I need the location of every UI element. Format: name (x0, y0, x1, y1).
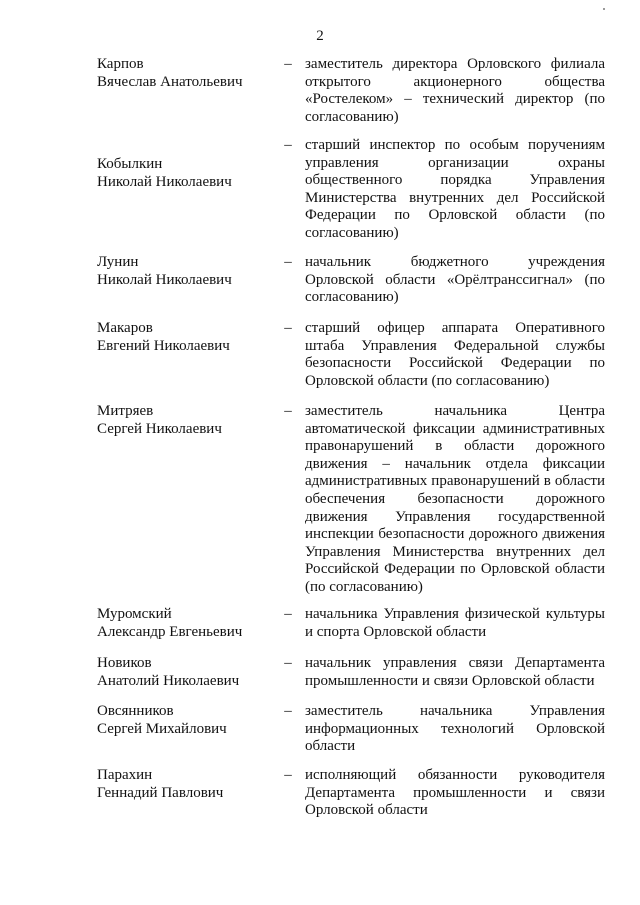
member-name (97, 767, 282, 802)
member-position: старший инспектор по особым поручениям управления организации охраны общественного порядка Управления Министерства внутренних дел Российской Федерации по Орловской области (по согласованию) (305, 137, 605, 241)
member-name (97, 320, 282, 355)
member-name (97, 254, 282, 289)
member-given-names: Евгений Николаевич (97, 337, 230, 354)
member-position: заместитель начальника Управления информационных технологий Орловской области (305, 703, 605, 755)
member-surname: Карпов (97, 56, 144, 72)
member-position: заместитель начальника Центра автоматической фиксации административных правонарушений в области дорожного движения – начальник отдела фиксации административных правонарушений в области обеспечения безопасности дорожного движения Управления государственной инспекции безопасности дорожного движения Управления Министерства внутренних дел Российской Федерации по Орловской области (по согласованию) (305, 403, 605, 595)
member-given-names: Сергей Михайлович (97, 720, 227, 737)
member-surname: Муромский (97, 606, 172, 622)
member-surname: Лунин (97, 254, 139, 270)
member-position: начальника Управления физической культуры и спорта Орловской области (305, 606, 605, 640)
member-position: заместитель директора Орловского филиала открытого акционерного общества «Ростелеком» – технический директор (по согласованию) (305, 56, 605, 125)
member-given-names: Сергей Николаевич (97, 420, 222, 437)
member-given-names: Вячеслав Анатольевич (97, 73, 243, 90)
member-surname: Кобылкин (97, 156, 163, 172)
member-name (97, 403, 282, 438)
member-name (97, 703, 282, 738)
member-dash: – (284, 403, 292, 419)
member-surname: Митряев (97, 403, 154, 419)
member-surname: Макаров (97, 320, 153, 336)
member-dash: – (284, 320, 292, 336)
member-given-names: Анатолий Николаевич (97, 672, 240, 689)
member-given-names: Николай Николаевич (97, 271, 232, 288)
member-dash: – (284, 606, 292, 622)
member-dash: – (284, 254, 292, 270)
member-dash: – (284, 137, 292, 153)
member-surname: Новиков (97, 655, 152, 671)
member-dash: – (284, 767, 292, 783)
member-surname: Овсянников (97, 703, 174, 719)
member-dash: – (284, 703, 292, 719)
member-position: начальник управления связи Департамента промышленности и связи Орловской области (305, 655, 605, 689)
member-position: исполняющий обязанности руководителя Департамента промышленности и связи Орловской области (305, 767, 605, 819)
member-surname: Парахин (97, 767, 153, 783)
member-dash: – (284, 56, 292, 72)
member-given-names: Геннадий Павлович (97, 784, 224, 801)
member-name (97, 56, 282, 91)
member-position: старший офицер аппарата Оперативного штаба Управления Федеральной службы безопасности Российской Федерации по Орловской области (по согласованию) (305, 320, 605, 389)
member-name (97, 655, 282, 690)
member-dash: – (284, 655, 292, 671)
member-given-names: Александр Евгеньевич (97, 623, 243, 640)
scan-speck (603, 8, 605, 10)
member-given-names: Николай Николаевич (97, 173, 232, 190)
member-position: начальник бюджетного учреждения Орловской области «Орёлтранссигнал» (по согласованию) (305, 254, 605, 306)
member-name (97, 156, 282, 191)
page-number: 2 (316, 28, 324, 44)
member-name (97, 606, 282, 641)
